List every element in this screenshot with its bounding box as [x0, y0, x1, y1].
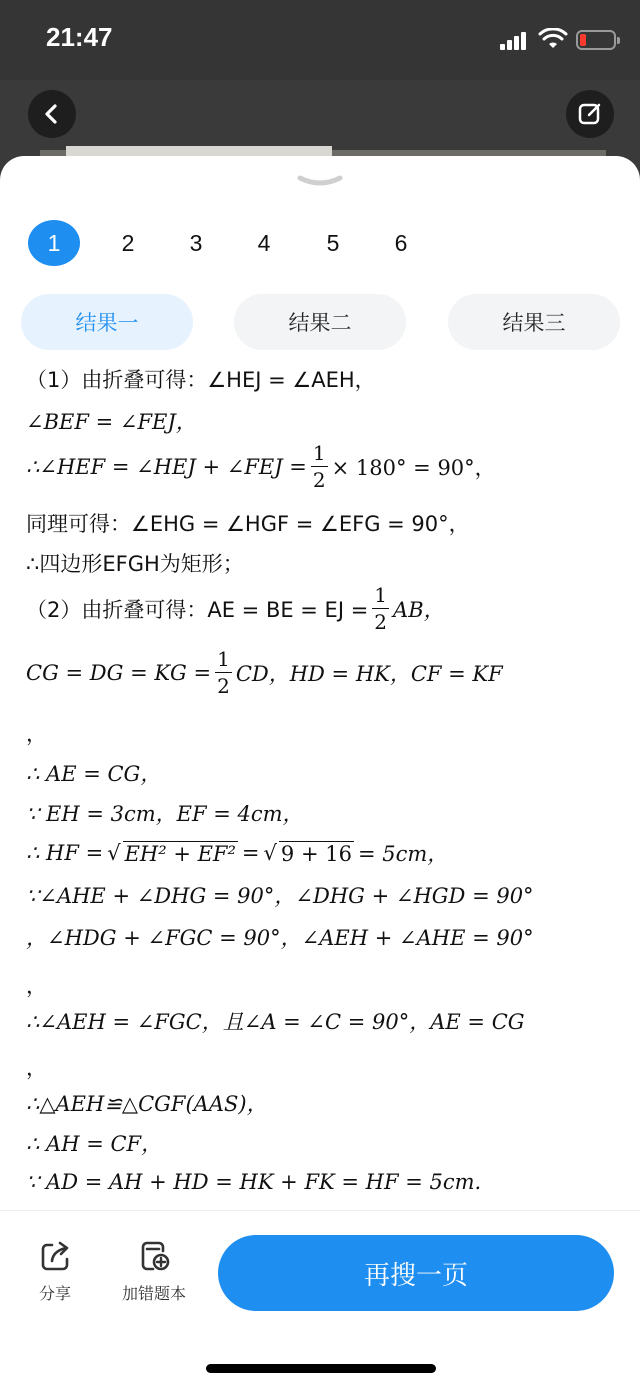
solution-line	[26, 364, 376, 394]
solution-text: CG = DG = KG =	[26, 660, 212, 685]
fraction	[311, 440, 328, 493]
fraction-denominator: 2	[312, 468, 326, 492]
status-bar	[0, 0, 640, 80]
bottom-toolbar	[0, 1210, 640, 1388]
page-tabs	[0, 220, 640, 266]
status-time: 21:47	[46, 22, 113, 52]
add-wrong-book-label: 加错题本	[122, 1284, 187, 1303]
edit-button[interactable]	[566, 90, 614, 138]
fraction-numerator: 1	[374, 583, 388, 607]
solution-text: ∴ AH = CF，	[26, 1132, 163, 1156]
result-tab-1[interactable]: 结果一	[21, 294, 193, 350]
result-tab-3[interactable]: 结果三	[448, 294, 620, 350]
solution-text: ∴四边形EFGH为矩形；	[26, 552, 244, 576]
fraction-denominator: 2	[217, 674, 230, 698]
sheet-handle-icon[interactable]	[297, 174, 343, 188]
solution-line	[26, 1052, 47, 1082]
share-label: 分享	[38, 1284, 71, 1303]
solution-text: ∴∠HEF = ∠HEJ + ∠FEJ =	[26, 454, 307, 479]
back-button[interactable]	[28, 90, 76, 138]
result-tab-2[interactable]: 结果二	[234, 294, 406, 350]
solution-line	[26, 922, 534, 952]
battery-icon	[576, 30, 616, 50]
fraction	[215, 646, 232, 699]
page-tab-5[interactable]: 5	[326, 229, 340, 256]
search-again-button[interactable]: 再搜一页	[218, 1235, 614, 1311]
solution-line	[26, 440, 496, 493]
solution-text: ∵ AD = AH + HD = HK + FK = HF = 5cm.	[26, 1170, 482, 1194]
solution-line	[26, 970, 47, 1000]
share-button[interactable]	[38, 1239, 72, 1304]
solution-text: （1）由折叠可得：∠HEJ = ∠AEH，	[26, 368, 376, 392]
page-tab-1[interactable]: 1	[28, 220, 80, 266]
fraction	[372, 582, 389, 635]
add-wrong-book-button[interactable]	[122, 1239, 186, 1304]
solution-line	[26, 1006, 525, 1036]
solution-line	[26, 1088, 268, 1118]
solution-text: × 180° = 90°，	[331, 455, 496, 480]
share-icon	[38, 1239, 72, 1273]
solution-line	[26, 646, 503, 699]
page-tab-6[interactable]: 6	[394, 229, 408, 256]
solution-line	[26, 880, 534, 910]
edit-icon	[577, 101, 603, 127]
solution-text: ∴∠AEH = ∠FGC，且∠A = ∠C = 90°，AE = CG	[26, 1010, 525, 1034]
solution-text: ，	[26, 1056, 47, 1080]
home-indicator[interactable]	[206, 1364, 436, 1373]
result-tabs	[0, 294, 640, 350]
solution-line	[26, 582, 445, 635]
solution-text: ∴△AEH≌△CGF(AAS)，	[26, 1092, 268, 1116]
solution-text: 同理可得：∠EHG = ∠HGF = ∠EFG = 90°，	[26, 512, 470, 536]
solution-text: CD，HD = HK，CF = KF	[235, 661, 503, 686]
add-wrong-book-icon	[137, 1239, 171, 1273]
solution-line	[26, 406, 197, 436]
solution-line	[26, 1128, 162, 1158]
solution-line	[26, 548, 244, 578]
fraction-numerator: 1	[312, 441, 326, 465]
solution-text: ∴ HF =	[26, 841, 104, 865]
page-tab-3[interactable]: 3	[189, 229, 203, 256]
solution-text: ∵∠AHE + ∠DHG = 90°，∠DHG + ∠HGD = 90°	[26, 884, 534, 908]
page-tab-2[interactable]: 2	[121, 229, 135, 256]
solution-text: ∴ AE = CG，	[26, 762, 162, 786]
solution-line	[26, 798, 304, 828]
solution-line	[26, 508, 470, 538]
page-tab-4[interactable]: 4	[257, 229, 271, 256]
sqrt-radicand: EH² + EF²	[124, 841, 236, 866]
solution-text: ∵ EH = 3cm，EF = 4cm，	[26, 802, 304, 826]
solution-text: ，	[26, 722, 47, 746]
solution-line	[26, 718, 47, 748]
solution-text: ∠BEF = ∠FEJ，	[26, 410, 197, 434]
cellular-signal-icon	[500, 32, 528, 50]
solution-text: ，∠HDG + ∠FGC = 90°，∠AEH + ∠AHE = 90°	[26, 926, 534, 950]
fraction-denominator: 2	[374, 610, 388, 634]
chevron-left-icon	[42, 103, 62, 125]
wifi-icon	[538, 28, 568, 50]
solution-text: AB，	[393, 597, 445, 622]
solution-text: = 5cm，	[357, 842, 449, 866]
sqrt-radicand: 9 + 16	[280, 841, 352, 866]
solution-text: =	[241, 841, 260, 865]
solution-text: （2）由折叠可得：AE = BE = EJ =	[26, 597, 369, 622]
fraction-numerator: 1	[217, 647, 230, 671]
result-sheet	[0, 156, 640, 1388]
solution-line	[26, 1170, 481, 1194]
solution-line: ∴ HF = √ EH² + EF² = √ 9 + 16 = 5cm，	[26, 838, 448, 868]
solution-text: ，	[26, 974, 47, 998]
solution-line	[26, 758, 161, 788]
